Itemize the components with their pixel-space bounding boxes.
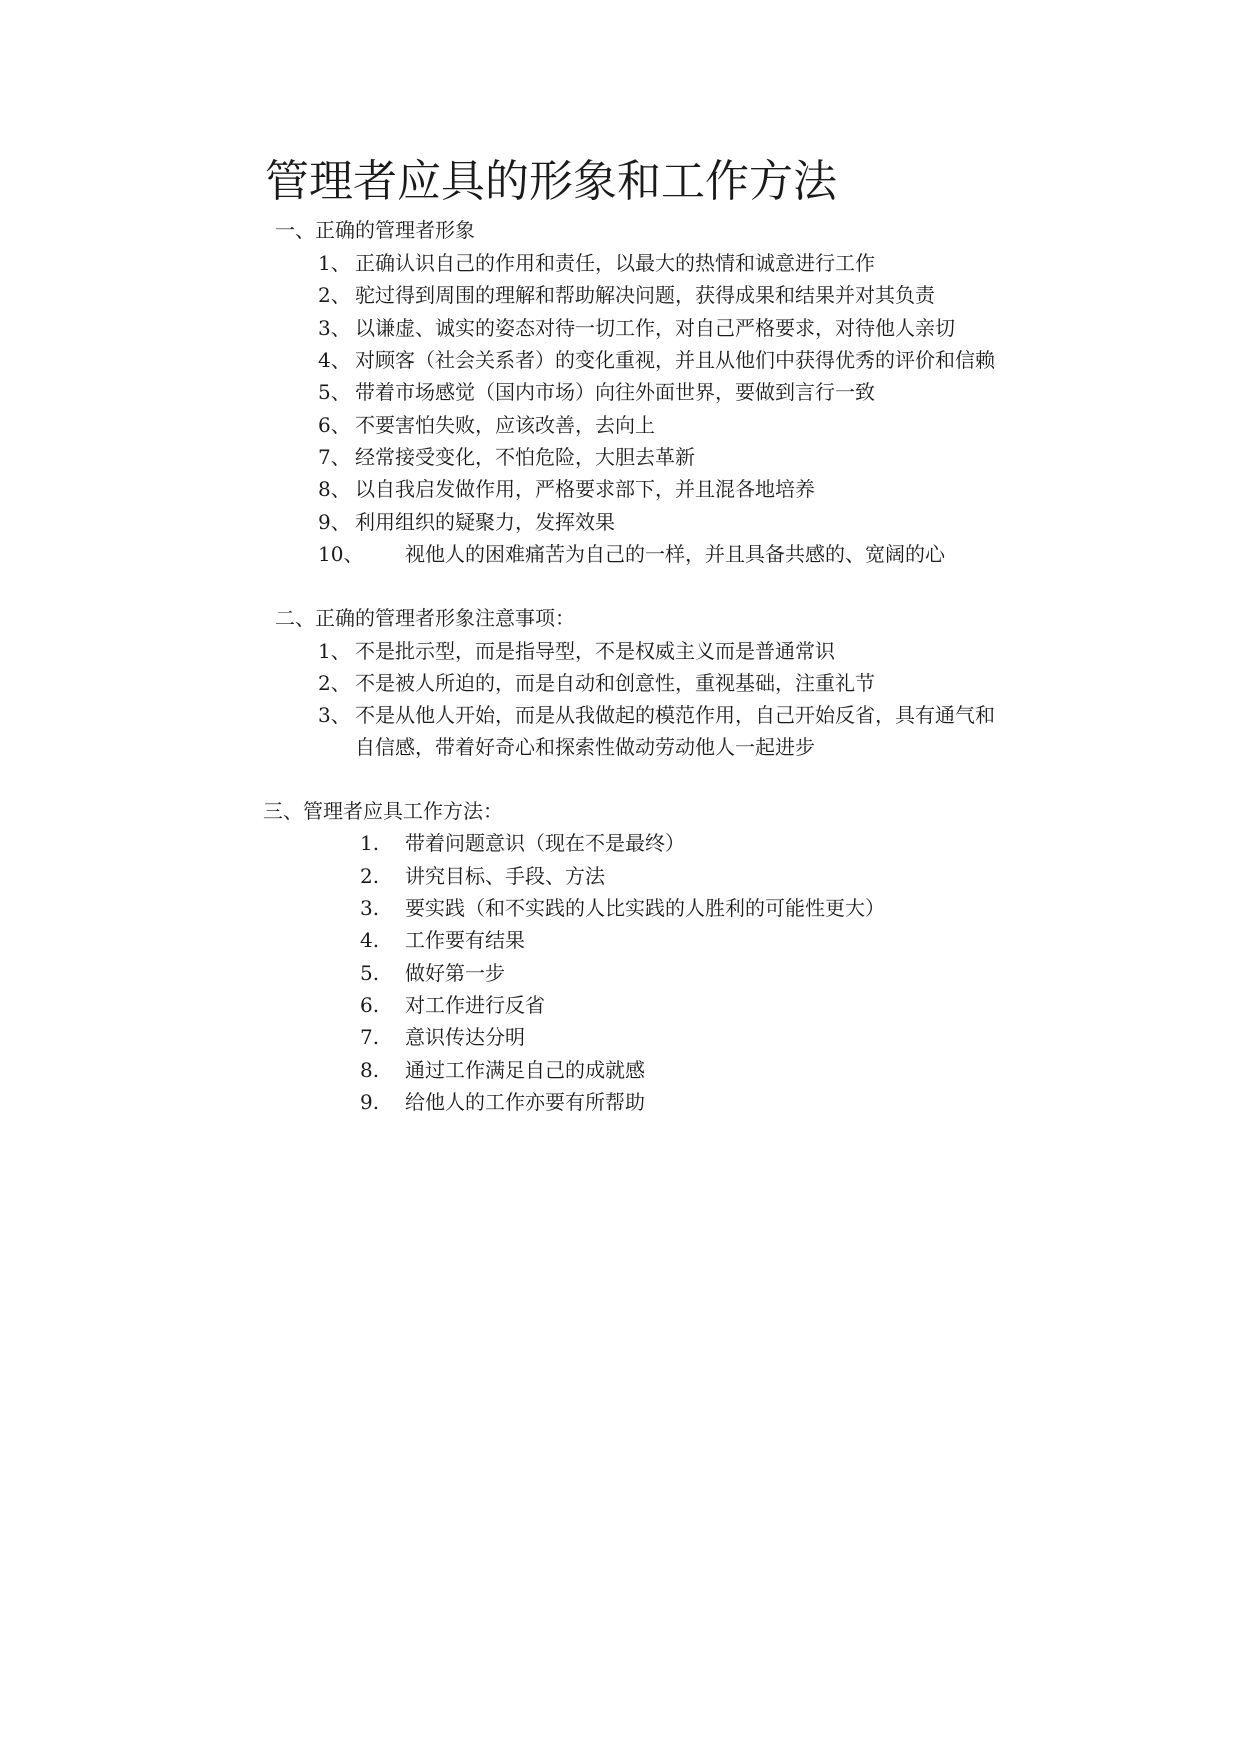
list-item-text: 讲究目标、手段、方法	[405, 864, 605, 888]
list-item-text: 驼过得到周围的理解和帮助解决问题，获得成果和结果并对其负责	[355, 283, 935, 307]
list-item-number: 3、	[318, 316, 351, 340]
list-item-number: 1、	[318, 639, 351, 663]
list-item-text: 不是批示型，而是指导型，不是权威主义而是普通常识	[355, 639, 835, 663]
list-item-text: 以自我启发做作用，严格要求部下，并且混各地培养	[355, 477, 815, 501]
list-item-text: 不是被人所迫的，而是自动和创意性，重视基础，注重礼节	[355, 671, 875, 695]
list-item-text: 利用组织的疑聚力，发挥效果	[355, 510, 615, 534]
section-2-heading: 二、正确的管理者形象注意事项：	[275, 606, 575, 630]
document-title: 管理者应具的形象和工作方法	[265, 156, 837, 207]
list-item-number: 3、	[318, 703, 351, 727]
list-item-text: 要实践（和不实践的人比实践的人胜利的可能性更大）	[405, 896, 885, 920]
section-1-heading: 一、正确的管理者形象	[275, 218, 475, 242]
list-item-number: 8、	[318, 477, 351, 501]
list-item-number: 1.	[360, 831, 380, 855]
list-item-number: 4、	[318, 348, 351, 372]
list-item-number: 6、	[318, 413, 351, 437]
list-item-number: 10、	[318, 542, 364, 566]
list-item-text: 视他人的困难痛苦为自己的一样，并且具备共感的、宽阔的心	[405, 542, 945, 566]
list-item-number: 9、	[318, 510, 351, 534]
list-item-text: 以谦虚、诚实的姿态对待一切工作，对自己严格要求，对待他人亲切	[355, 316, 955, 340]
list-item-text: 给他人的工作亦要有所帮助	[405, 1090, 645, 1114]
list-item-text: 对工作进行反省	[405, 993, 545, 1017]
list-item-text: 正确认识自己的作用和责任，以最大的热情和诚意进行工作	[355, 251, 875, 275]
list-item-number: 7、	[318, 445, 351, 469]
list-item-number: 3.	[360, 896, 380, 920]
list-item-text: 带着问题意识（现在不是最终）	[405, 831, 685, 855]
list-item-continuation: 自信感，带着好奇心和探索性做动劳动他人一起进步	[355, 735, 815, 759]
list-item-text: 不是从他人开始，而是从我做起的模范作用，自己开始反省，具有通气和	[355, 703, 995, 727]
list-item-text: 工作要有结果	[405, 928, 525, 952]
list-item-number: 5.	[360, 961, 380, 985]
list-item-text: 带着市场感觉（国内市场）向往外面世界，要做到言行一致	[355, 380, 875, 404]
list-item-number: 6.	[360, 993, 380, 1017]
list-item-text: 做好第一步	[405, 961, 505, 985]
list-item-text: 通过工作满足自己的成就感	[405, 1058, 645, 1082]
list-item-text: 经常接受变化，不怕危险，大胆去革新	[355, 445, 695, 469]
section-3-heading: 三、管理者应具工作方法：	[263, 799, 503, 823]
list-item-number: 8.	[360, 1058, 380, 1082]
list-item-number: 7.	[360, 1025, 380, 1049]
list-item-text: 意识传达分明	[405, 1025, 525, 1049]
list-item-number: 4.	[360, 928, 380, 952]
list-item-number: 2.	[360, 864, 380, 888]
list-item-number: 5、	[318, 380, 351, 404]
list-item-number: 9.	[360, 1090, 380, 1114]
list-item-text: 不要害怕失败，应该改善，去向上	[355, 413, 655, 437]
list-item-text: 对顾客（社会关系者）的变化重视，并且从他们中获得优秀的评价和信赖	[355, 348, 995, 372]
list-item-number: 2、	[318, 283, 351, 307]
list-item-number: 2、	[318, 671, 351, 695]
list-item-number: 1、	[318, 251, 351, 275]
